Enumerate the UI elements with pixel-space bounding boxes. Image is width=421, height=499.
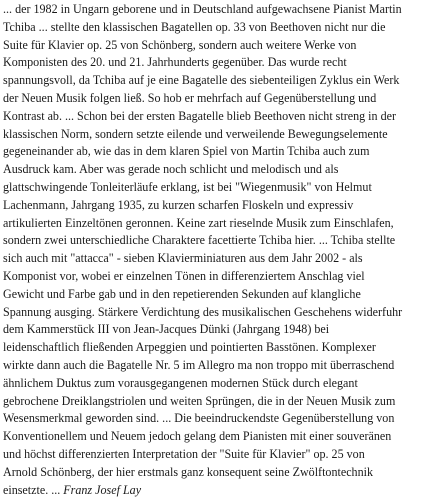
review-closing-text: einsetzte. ... xyxy=(3,482,61,497)
review-line-8: klassischen Norm, sondern setzte eilende und verweilende Bewegungselemente xyxy=(3,126,388,141)
author-signature: Franz Josef Lay xyxy=(63,482,142,497)
review-line-16: Komponist vor, wobei er einzelnen Tönen in differenziertem Anschlag viel xyxy=(3,268,365,283)
review-line-17: Gewicht und Farbe gab und in den repetierenden Sekunden auf klangliche xyxy=(3,286,361,301)
review-line-18: Spannung ausging. Stärkere Verdichtung des musikalischen Geschehens widerfuhr xyxy=(3,304,403,319)
review-line-12: Lachenmann, Jahrgang 1935, zu kurzen scharfen Floskeln und expressiv xyxy=(3,197,354,212)
review-line-10: Ausdruck kam. Aber was gerade noch schlicht und melodisch und als xyxy=(3,162,339,177)
review-line-1: ... der 1982 in Ungarn geborene und in Deutschland aufgewachsene Pianist Martin xyxy=(3,2,402,16)
review-line-24: Wesensmerkmal geworden sind. ... Die beeindruckendste Gegenüberstellung von xyxy=(3,411,395,426)
review-line-22: ähnlichem Duktus zum vorausgegangenen modernen Stück durch elegant xyxy=(3,375,358,390)
review-line-27: Arnold Schönberg, der hier erstmals ganz konsequent seine Zwölftontechnik xyxy=(3,464,373,479)
review-line-25: Konventionellem und Neuem jedoch gelang dem Pianisten mit einer souveränen xyxy=(3,429,392,444)
review-line-28 xyxy=(3,482,418,499)
review-line-20: leidenschaftlich fließenden Arpeggien und pointierten Basstönen. Komplexer xyxy=(3,340,376,355)
review-line-21: wirkte dann auch die Bagatelle Nr. 5 im Allegro ma non troppo mit überraschend xyxy=(3,357,395,372)
review-line-9: gegeneinander ab, wie das in dem klaren Spiel von Martin Tchiba auch zum xyxy=(3,144,370,159)
review-line-4: Komponisten des 20. und 21. Jahrhunderts gegenüber. Das wurde recht xyxy=(3,55,347,70)
review-line-26: und höchst differenzierten Interpretation der "Suite für Klavier" op. 25 von xyxy=(3,446,365,461)
review-line-15: sich auch mit "attacca" - sieben Klavierminiaturen aus dem Jahr 2002 - als xyxy=(3,251,363,266)
review-line-2: Tchiba ... stellte den klassischen Bagatellen op. 33 von Beethoven nicht nur die xyxy=(3,19,386,34)
review-line-11: glattschwingende Tonleiterläufe erklang, ist bei "Wiegenmusik" von Helmut xyxy=(3,179,372,194)
review-text xyxy=(3,1,419,499)
review-line-3: Suite für Klavier op. 25 von Schönberg, sondern auch weitere Werke von xyxy=(3,37,357,52)
review-line-6: der Neuen Musik folgen ließ. So hob er mehrfach auf Gegenüberstellung und xyxy=(3,90,377,105)
review-line-19: dem Kammerstück III von Jean-Jacques Dünki (Jahrgang 1948) bei xyxy=(3,322,330,337)
review-line-13: artikulierten Einzeltönen geronnen. Keine zart rieselnde Musik zum Einschlafen, xyxy=(3,215,394,230)
review-line-23: gebrochene Dreiklangstriolen und weiten Sprüngen, die in der Neuen Musik zum xyxy=(3,393,396,408)
review-line-7: Kontrast ab. ... Schon bei der ersten Bagatelle blieb Beethoven nicht streng in der xyxy=(3,108,397,123)
review-line-5: spannungsvoll, da Tchiba auf je eine Bagatelle des siebenteiligen Zyklus ein Werk xyxy=(3,73,400,88)
review-line-14: sondern zwei unterschiedliche Charaktere facettierte Tchiba hier. ... Tchiba stellte xyxy=(3,233,396,248)
